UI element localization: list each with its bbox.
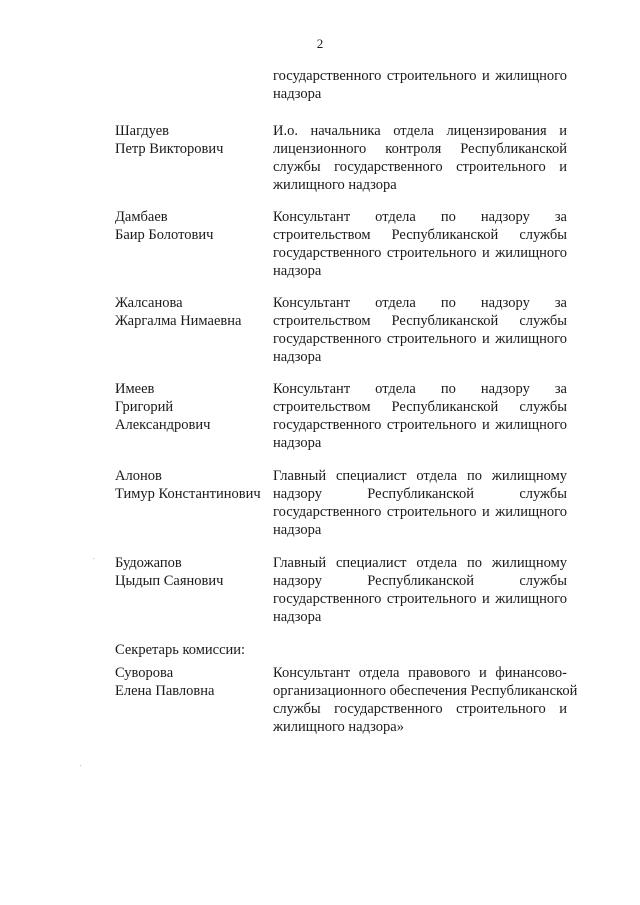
name-line: Имеев (115, 381, 155, 397)
description-line: Консультант отдела правового и финансово- (273, 665, 567, 681)
description-line: службы государственного строительного и (273, 701, 567, 717)
page-number: 2 (316, 36, 324, 51)
name-line: Цыдып Саянович (115, 573, 224, 589)
name-line: Будожапов (115, 555, 182, 571)
member-position (273, 294, 567, 366)
description-line: И.о. начальника отдела лицензирования и (273, 123, 567, 139)
name-line: Елена Павловна (115, 683, 215, 699)
name-line: Григорий (115, 399, 174, 415)
description-line: строительством Республиканской службы (273, 227, 567, 243)
member-position (273, 122, 567, 194)
description-line: организационного обеспечения Республиканской (273, 683, 578, 699)
member-name (115, 467, 265, 503)
member-position (273, 380, 567, 452)
description-line: надзора (273, 522, 322, 538)
member-name (115, 294, 265, 330)
description-line: надзору Республиканской службы (273, 573, 567, 589)
description-line: Консультант отдела по надзору за (273, 381, 567, 397)
member-name (115, 380, 265, 434)
description-line: строительством Республиканской службы (273, 313, 567, 329)
scan-speck (93, 558, 94, 559)
description-line: надзора (273, 435, 322, 451)
secretary-label: Секретарь комиссии: (115, 642, 246, 658)
name-line: Суворова (115, 665, 174, 681)
name-line: Баир Болотович (115, 227, 214, 243)
description-line: государственного строительного и жилищного (273, 68, 567, 84)
description-line: жилищного надзора» (273, 719, 404, 735)
description-line: надзора (273, 349, 322, 365)
description-line: надзора (273, 263, 322, 279)
member-position (273, 554, 567, 626)
description-line: Консультант отдела по надзору за (273, 295, 567, 311)
description-line: Главный специалист отдела по жилищному (273, 555, 567, 571)
name-line: Петр Викторович (115, 141, 224, 157)
description-line: строительством Республиканской службы (273, 399, 567, 415)
description-line: лицензионного контроля Республиканской (273, 141, 567, 157)
description-line: государственного строительного и жилищного (273, 331, 567, 347)
secretary-position (273, 664, 578, 736)
description-line: Главный специалист отдела по жилищному (273, 468, 567, 484)
name-line: Алонов (115, 468, 162, 484)
member-position (273, 208, 567, 280)
continuation-description (273, 67, 567, 103)
description-line: надзору Республиканской службы (273, 486, 567, 502)
description-line: жилищного надзора (273, 177, 397, 193)
description-line: службы государственного строительного и (273, 159, 567, 175)
description-line: государственного строительного и жилищного (273, 417, 567, 433)
name-line: Тимур Константинович (115, 486, 261, 502)
member-name (115, 208, 265, 244)
name-line: Жаргалма Нимаевна (115, 313, 242, 329)
description-line: государственного строительного и жилищного (273, 504, 567, 520)
member-name (115, 122, 265, 158)
name-line: Дамбаев (115, 209, 168, 225)
description-line: надзора (273, 609, 322, 625)
scan-speck (80, 765, 81, 766)
name-line: Жалсанова (115, 295, 183, 311)
name-line: Шагдуев (115, 123, 170, 139)
member-name (115, 554, 265, 590)
name-line: Александрович (115, 417, 211, 433)
description-line: Консультант отдела по надзору за (273, 209, 567, 225)
secretary-name (115, 664, 265, 700)
description-line: государственного строительного и жилищного (273, 591, 567, 607)
member-position (273, 467, 567, 539)
description-line: государственного строительного и жилищного (273, 245, 567, 261)
description-line: надзора (273, 86, 322, 102)
